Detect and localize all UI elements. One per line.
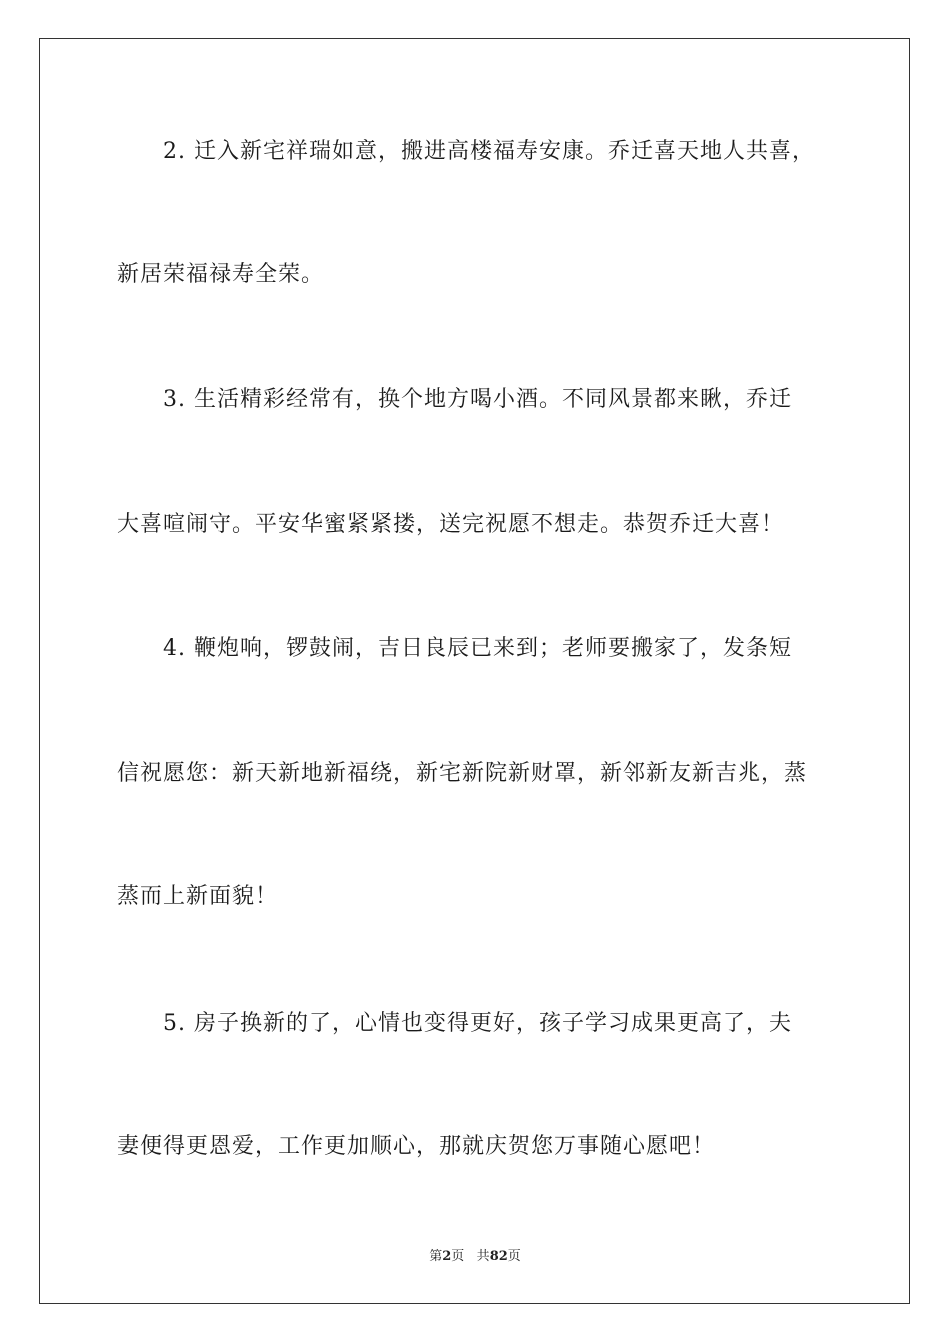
paragraph-4-line-3: 蒸而上新面貌！ (117, 884, 279, 909)
paragraph-3-line-1: 3. 生活精彩经常有，换个地方喝小酒。不同风景都来瞅，乔迁 (163, 387, 792, 412)
paragraph-2-line-2: 新居荣福禄寿全荣。 (117, 262, 325, 287)
footer-page-suffix: 页 (451, 1249, 465, 1264)
footer-prefix: 第 (429, 1249, 443, 1264)
paragraph-2-line-1: 2. 迁入新宅祥瑞如意，搬进高楼福寿安康。乔迁喜天地人共喜， (163, 139, 815, 164)
paragraph-5-line-2: 妻便得更恩爱，工作更加顺心，那就庆贺您万事随心愿吧！ (117, 1134, 716, 1159)
paragraph-3-line-2: 大喜喧闹守。平安华蜜紧紧搂，送完祝愿不想走。恭贺乔迁大喜！ (117, 512, 785, 537)
page-frame (39, 38, 910, 1304)
footer-total-suffix: 页 (507, 1249, 521, 1264)
footer-page-number: 2 (442, 1249, 452, 1264)
footer-total-prefix: 共 (476, 1249, 490, 1264)
paragraph-4-line-2: 信祝愿您：新天新地新福绕，新宅新院新财罩，新邻新友新吉兆，蒸 (117, 761, 808, 786)
page-footer (0, 1248, 950, 1266)
paragraph-4-line-1: 4. 鞭炮响，锣鼓闹，吉日良辰已来到；老师要搬家了，发条短 (163, 636, 792, 661)
paragraph-5-line-1: 5. 房子换新的了，心情也变得更好，孩子学习成果更高了，夫 (163, 1011, 792, 1036)
footer-total-pages: 82 (489, 1249, 508, 1264)
